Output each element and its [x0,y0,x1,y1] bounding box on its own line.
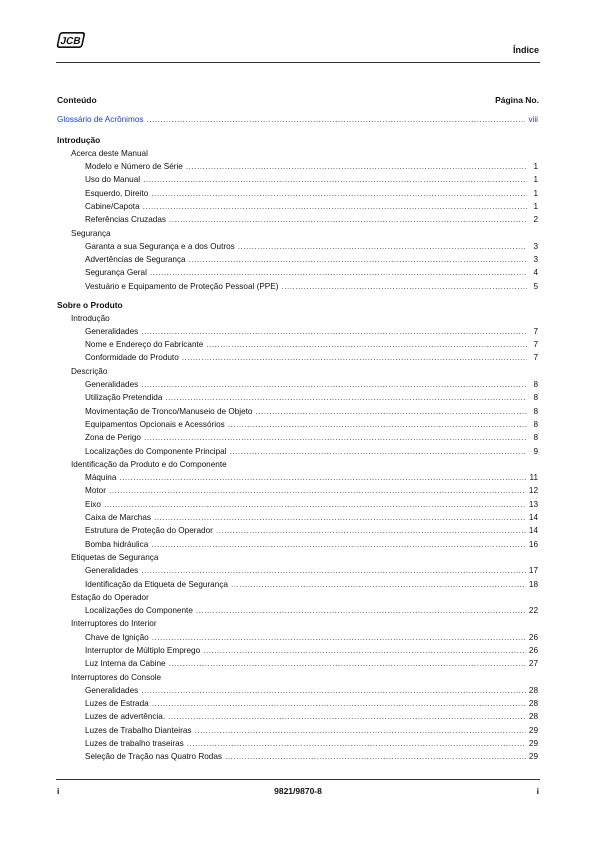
toc-entry-label: Luzes de Estrada [85,699,149,709]
dot-leader [169,213,527,226]
toc-entry-label: Identificação da Etiqueta de Segurança [85,579,228,589]
dot-leader [169,657,526,670]
table-of-contents [57,113,539,764]
toc-entry-label: Luzes de trabalho traseiras [85,739,184,749]
toc-entry[interactable] [57,578,539,591]
toc-entry[interactable] [57,631,539,644]
toc-entry[interactable] [57,160,539,173]
toc-entry-page: 22 [528,606,538,616]
toc-entry[interactable] [57,240,539,253]
toc-entry-label: Chave de Ignição [85,632,149,642]
toc-entry[interactable] [57,378,539,391]
dot-leader [182,351,527,364]
toc-entry-page: 7 [533,353,538,363]
dot-leader [104,498,526,511]
toc-entry-label: Generalidades [85,380,139,390]
toc-subsection-heading: Segurança [71,228,111,238]
toc-entry[interactable] [57,418,539,431]
toc-entry[interactable] [57,200,539,213]
dot-leader [225,750,526,763]
footer-divider [56,779,540,780]
toc-entry-label: Bomba hidráulica [85,539,149,549]
toc-entry[interactable] [57,697,539,710]
toc-entry-label: Referências Cruzadas [85,215,167,225]
toc-sections [57,135,539,763]
dot-leader [195,724,526,737]
toc-entry-label: Máquina [85,473,117,483]
toc-entry-page: 11 [529,473,538,483]
dot-leader [154,511,526,524]
toc-entry-page: 8 [533,380,538,390]
contents-heading: Conteúdo [57,95,97,105]
toc-entry-page: 7 [533,340,538,350]
toc-entry-page: 8 [533,393,538,403]
dot-leader [143,173,527,186]
dot-leader [231,578,526,591]
dot-leader [152,631,526,644]
toc-subsection-heading: Interruptores do Console [71,672,162,682]
toc-entry-page: 28 [528,712,538,722]
toc-entry[interactable] [57,280,539,293]
toc-entry-label: Luzes de advertência. [85,712,166,722]
toc-entry-page: 16 [528,539,538,549]
toc-entry[interactable] [57,710,539,723]
toc-entry-label: Vestuário e Equipamento de Proteção Pessoal (PPE) [85,281,279,291]
toc-section-heading: Introdução [57,135,101,146]
toc-subsection-heading: Estação do Operador [71,592,149,602]
toc-entry-label: Esquerdo, Direito [85,188,149,198]
dot-leader [151,187,527,200]
toc-entry-page: 1 [533,201,538,211]
dot-leader [186,160,527,173]
toc-entry-page: 26 [528,645,538,655]
toc-entry[interactable] [57,351,539,364]
toc-subsection-heading: Interruptores do Interior [71,619,157,629]
toc-entry-label: Luz Interna da Cabine [85,659,166,669]
dot-leader [144,431,527,444]
toc-entry-page: 29 [528,739,538,749]
toc-subsection-heading: Acerca deste Manual [71,148,148,158]
toc-entry-page: 28 [528,699,538,709]
toc-section-heading: Sobre o Produto [57,300,123,311]
toc-entry-label: Seleção de Tração nas Quatro Rodas [85,752,222,762]
toc-entry-page: 17 [528,566,538,576]
svg-text:JCB: JCB [59,36,82,48]
toc-entry-label: Garanta a sua Segurança e a dos Outros [85,241,235,251]
toc-entry[interactable] [57,724,539,737]
dot-leader [151,538,526,551]
dot-leader [152,697,526,710]
toc-entry[interactable] [57,325,539,338]
toc-entry-label: Localizações do Componente Principal [85,446,227,456]
toc-entry[interactable] [57,253,539,266]
toc-entry-page: 3 [533,241,538,251]
dot-leader [281,280,527,293]
toc-entry-page: 7 [533,326,538,336]
dot-leader [119,471,526,484]
toc-entry-label: Eixo [85,499,101,509]
toc-entry-label: Modelo e Número de Série [85,162,183,172]
toc-entry-page: 14 [528,526,538,536]
toc-subsection-heading: Descrição [71,366,108,376]
toc-entry-label: Luzes de Trabalho Dianteiras [85,725,192,735]
dot-leader [238,240,527,253]
toc-entry[interactable] [57,213,539,226]
footer-doc-number: 9821/9870-8 [274,786,322,796]
toc-entry-glossary[interactable] [57,113,539,126]
toc-entry-page: 29 [528,752,538,762]
toc-entry-label: Localizações do Componente [85,606,193,616]
dot-leader [143,200,527,213]
toc-entry[interactable] [57,187,539,200]
toc-entry-label: Advertências de Segurança [85,255,186,265]
toc-entry[interactable] [57,498,539,511]
jcb-logo [56,30,86,50]
toc-entry-label: Utilização Pretendida [85,393,163,403]
toc-entry-label: Segurança Geral [85,268,147,278]
toc-entry[interactable] [57,484,539,497]
toc-entry[interactable] [57,405,539,418]
toc-entry-label: Movimentação de Tronco/Manuseio de Objeto [85,406,253,416]
toc-entry-page: 1 [533,175,538,185]
toc-entry[interactable] [57,391,539,404]
toc-subsection-heading: Introdução [71,313,110,323]
toc-entry-label: Generalidades [85,326,139,336]
header-divider [56,62,540,63]
dot-leader [228,418,527,431]
toc-entry[interactable] [57,737,539,750]
toc-entry[interactable] [57,604,539,617]
toc-entry[interactable] [57,511,539,524]
dot-leader [216,524,526,537]
toc-entry-page: 2 [533,215,538,225]
dot-leader [168,710,526,723]
footer-page-right: i [536,786,539,796]
toc-entry-page: 13 [528,499,538,509]
toc-entry-label: Generalidades [85,685,139,695]
toc-entry-label: Nome e Endereço do Fabricante [85,340,204,350]
toc-entry-page: 29 [528,725,538,735]
dot-leader [206,338,527,351]
toc-subsection-heading: Identificação da Produto e do Componente [71,459,227,469]
toc-entry-page: 8 [533,406,538,416]
toc-entry[interactable] [57,538,539,551]
toc-entry-label: Equipamentos Opcionais e Acessórios [85,419,225,429]
toc-entry[interactable] [57,173,539,186]
toc-entry-label: Zona de Perigo [85,433,141,443]
dot-leader [189,253,527,266]
toc-entry-page: 8 [533,419,538,429]
dot-leader [146,113,525,126]
toc-entry-page: 5 [533,281,538,291]
toc-entry[interactable] [57,445,539,458]
dot-leader [230,445,527,458]
dot-leader [141,564,526,577]
toc-entry-page: 3 [533,255,538,265]
toc-entry[interactable] [57,431,539,444]
toc-entry[interactable] [57,524,539,537]
page-number-heading: Página No. [495,95,539,105]
toc-entry-page: 8 [533,433,538,443]
toc-entry[interactable] [57,644,539,657]
dot-leader [141,378,527,391]
toc-entry-label: Caixa de Marchas [85,513,151,523]
toc-entry-page: 14 [528,513,538,523]
toc-entry-label: Estrutura de Proteção do Operador [85,526,213,536]
dot-leader [165,391,527,404]
toc-entry-label: Cabine/Capota [85,201,140,211]
toc-entry[interactable] [57,684,539,697]
dot-leader [203,644,526,657]
dot-leader [150,266,527,279]
dot-leader [196,604,526,617]
toc-entry-label: Conformidade do Produto [85,353,179,363]
dot-leader [187,737,526,750]
toc-entry-page: 12 [528,486,538,496]
toc-entry-label: Motor [85,486,106,496]
toc-entry-page: viii [528,115,538,124]
toc-entry[interactable] [57,338,539,351]
toc-entry-page: 1 [533,188,538,198]
dot-leader [141,684,526,697]
dot-leader [255,405,527,418]
toc-entry-page: 18 [528,579,538,589]
toc-entry-label: Glossário de Acrônimos [57,115,144,124]
footer-page-left: i [57,786,60,796]
toc-entry[interactable] [57,657,539,670]
toc-entry-page: 28 [528,685,538,695]
dot-leader [141,325,527,338]
toc-entry[interactable] [57,564,539,577]
toc-entry[interactable] [57,266,539,279]
toc-entry-page: 26 [528,632,538,642]
toc-entry-page: 1 [533,162,538,172]
toc-entry-page: 9 [533,446,538,456]
toc-entry-label: Interruptor de Múltiplo Emprego [85,645,201,655]
page-title: Índice [512,45,539,55]
toc-entry[interactable] [57,471,539,484]
dot-leader [109,484,526,497]
toc-entry-label: Generalidades [85,566,139,576]
toc-entry[interactable] [57,750,539,763]
toc-entry-page: 27 [528,659,538,669]
toc-subsection-heading: Etiquetas de Segurança [71,552,159,562]
toc-entry-label: Uso do Manual [85,175,141,185]
toc-entry-page: 4 [533,268,538,278]
